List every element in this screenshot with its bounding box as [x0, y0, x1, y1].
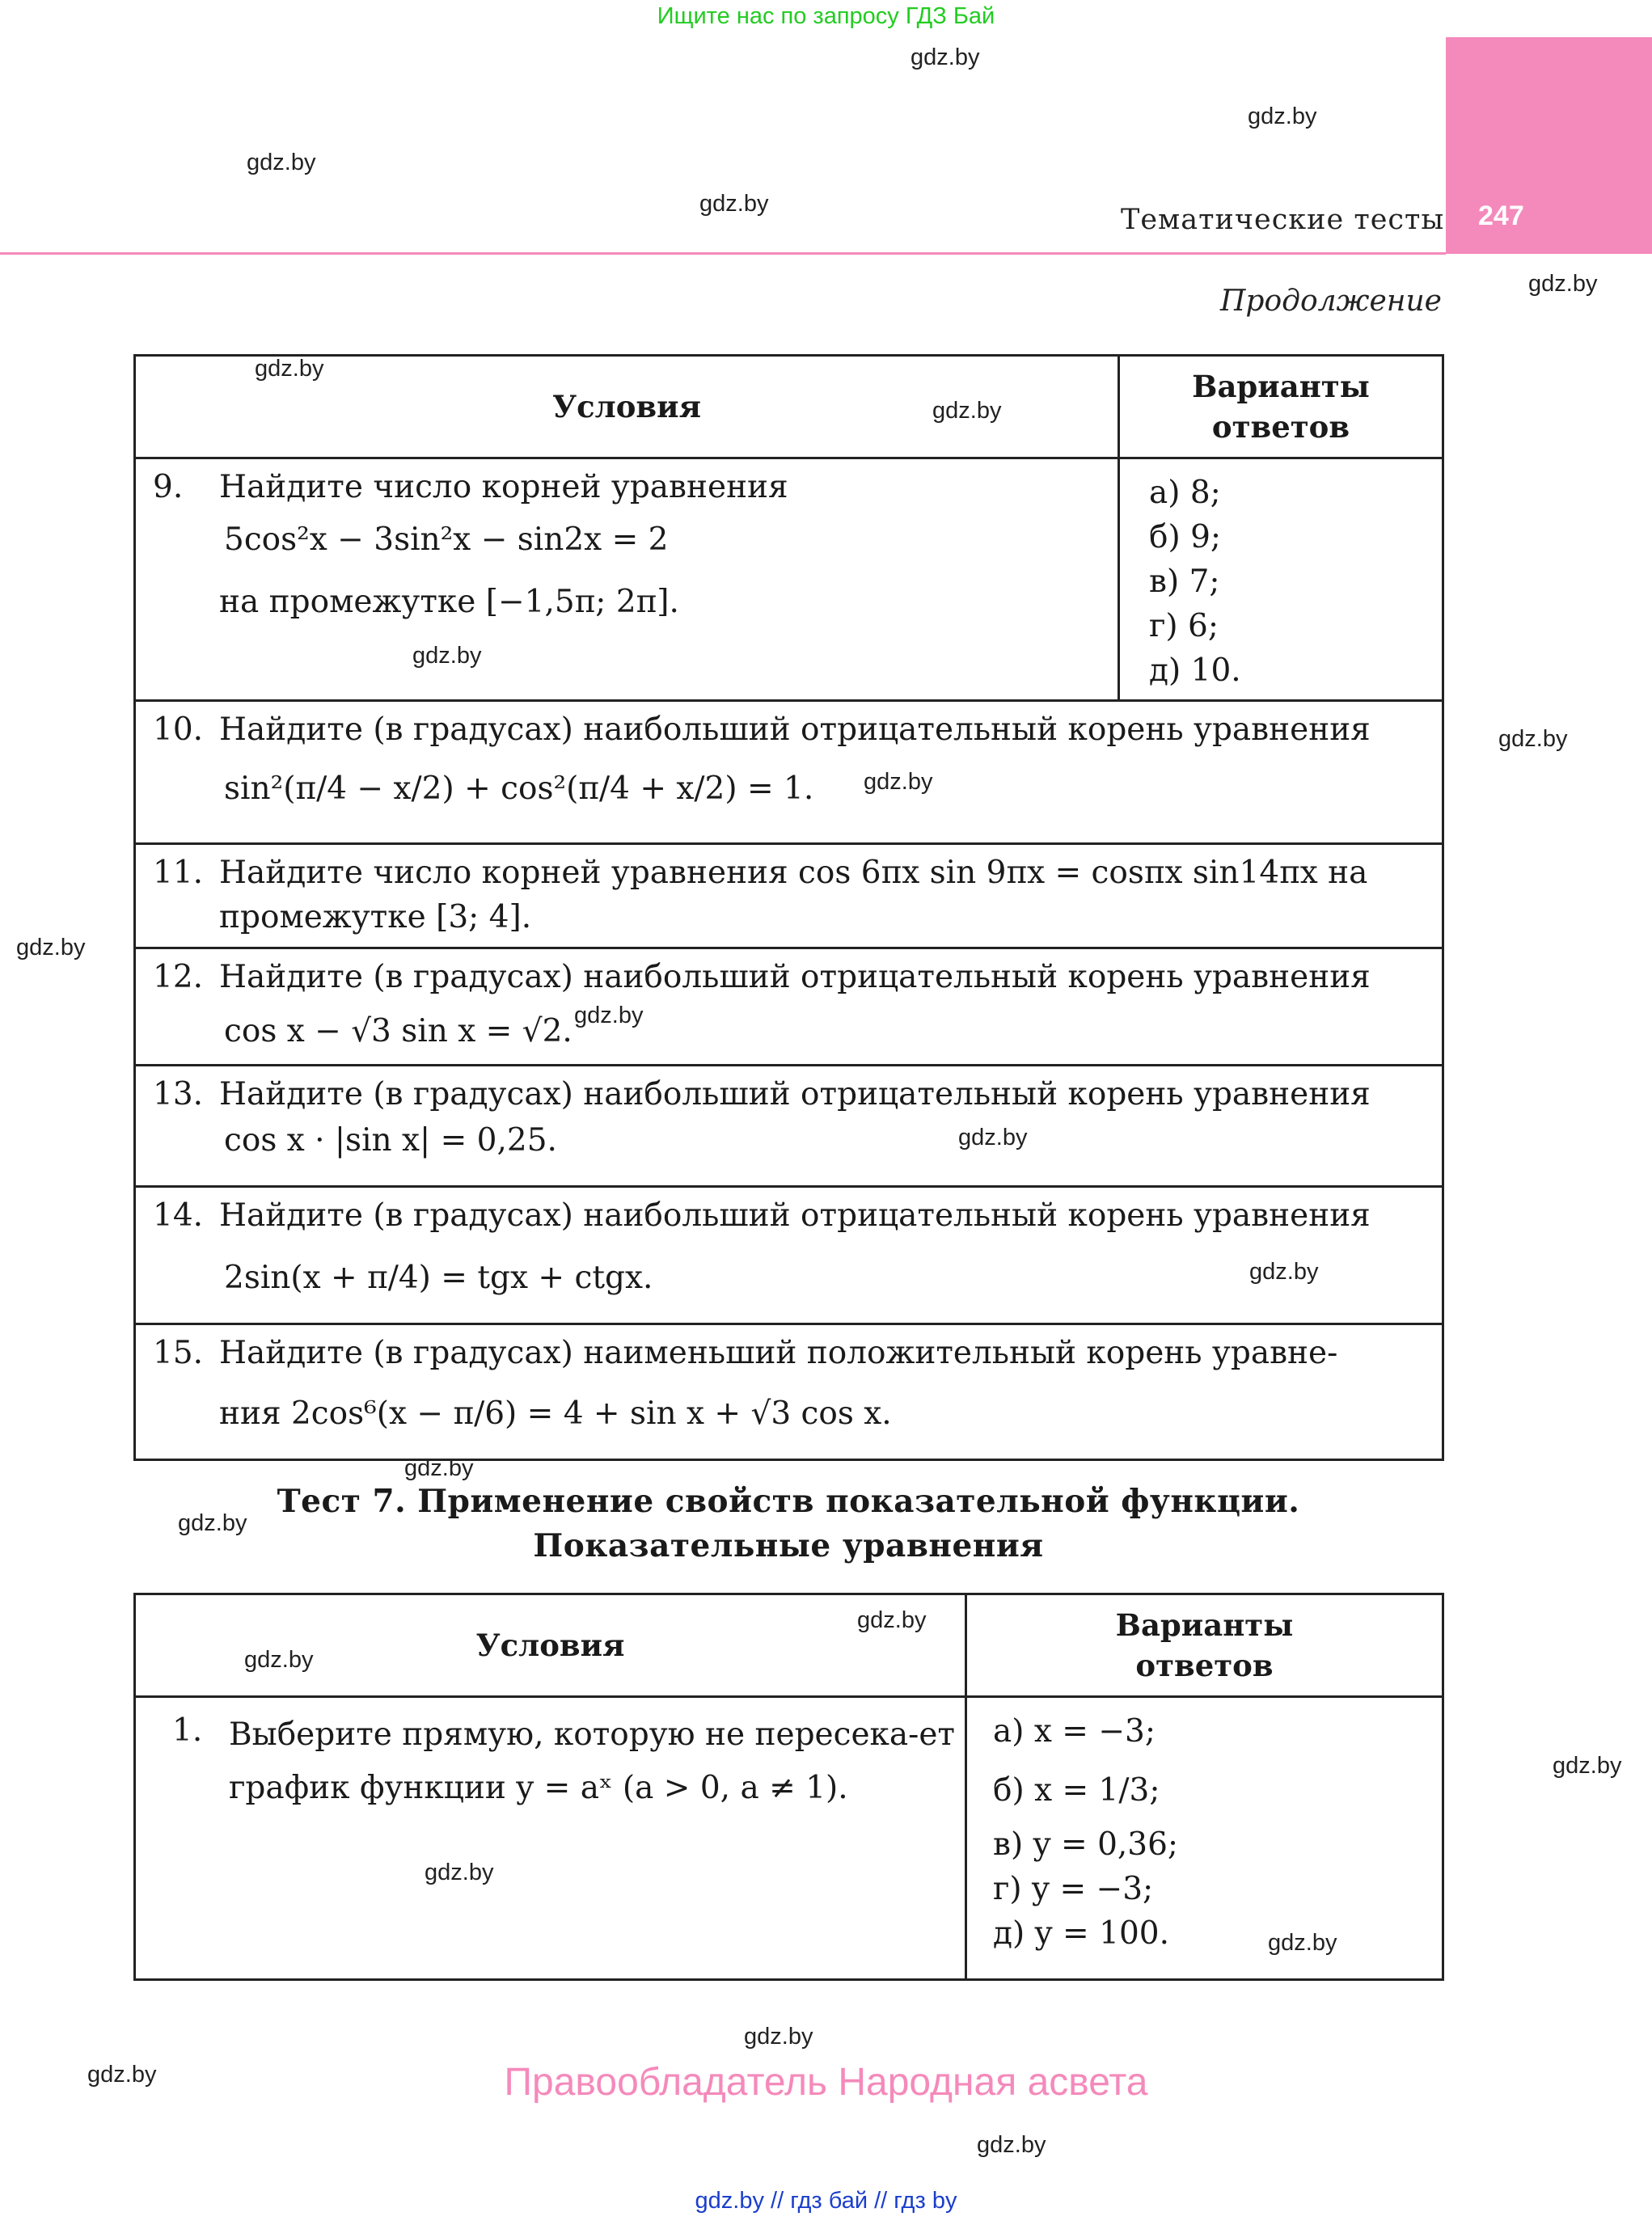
answer-option: в) 7; [1149, 564, 1220, 600]
column-header-conditions: Условия [135, 356, 1119, 458]
question-formula: sin²(π/4 − x/2) + cos²(π/4 + x/2) = 1. [224, 771, 814, 807]
table-row [135, 1187, 1443, 1324]
question-text: Найдите (в градусах) наименьший положительный корень уравне- [219, 1335, 1338, 1371]
tests-table-2 [133, 1593, 1444, 1981]
watermark: gdz.by [1498, 726, 1568, 752]
watermark: gdz.by [16, 935, 86, 961]
question-number: 13. [153, 1076, 204, 1112]
question-formula: 2sin(x + π/4) = tgx + ctgx. [224, 1260, 653, 1296]
watermark: gdz.by [1268, 1930, 1337, 1956]
answer-option: а) x = −3; [993, 1713, 1156, 1750]
question-number: 10. [153, 711, 204, 748]
page-corner-tab [1446, 37, 1652, 254]
watermark: gdz.by [244, 1647, 314, 1673]
question-text: Найдите число корней уравнения [219, 469, 788, 505]
table-row [135, 458, 1443, 701]
question-text: Найдите (в градусах) наибольший отрицательный корень уравнения [219, 1197, 1371, 1234]
column-header-conditions: Условия [135, 1594, 966, 1697]
question-number: 1. [172, 1712, 203, 1749]
answer-option: д) y = 100. [993, 1915, 1169, 1952]
column-header-answers: Варианты ответов [1119, 356, 1443, 458]
continuation-label: Продолжение [1220, 285, 1442, 318]
watermark: gdz.by [425, 1860, 494, 1885]
watermark: gdz.by [412, 643, 482, 669]
header-divider [0, 252, 1446, 255]
page-number: 247 [1478, 201, 1524, 231]
question-text: Найдите число корней уравнения cos 6πx sin 9πx = cosπx sin14πx на промежутке [3; 4]. [219, 855, 1368, 935]
question-text: Найдите (в градусах) наибольший отрицательный корень уравнения [219, 959, 1371, 995]
watermark: gdz.by [1553, 1753, 1622, 1779]
test-title-line: Показательные уравнения [533, 1527, 1044, 1564]
column-header-answers: Варианты ответов [966, 1594, 1443, 1697]
question-number: 9. [153, 469, 184, 505]
watermark: gdz.by [857, 1607, 927, 1633]
watermark: gdz.by [932, 398, 1002, 424]
question-text: Найдите (в градусах) наибольший отрицательный корень уравнения [219, 1076, 1371, 1112]
answer-option: б) 9; [1149, 519, 1222, 555]
answer-option: а) 8; [1149, 475, 1221, 511]
answer-option: д) 10. [1149, 652, 1241, 689]
section-title: Тематические тесты [1121, 204, 1445, 236]
question-number: 12. [153, 959, 204, 995]
question-number: 15. [153, 1335, 204, 1371]
question-formula: 5cos²x − 3sin²x − sin2x = 2 [224, 521, 669, 558]
watermark: gdz.by [87, 2062, 157, 2088]
copyright-notice: Правообладатель Народная асвета [504, 2061, 1148, 2104]
watermark: gdz.by [958, 1125, 1028, 1150]
watermark: gdz.by [255, 356, 324, 382]
answer-option: г) 6; [1149, 608, 1219, 644]
watermark: gdz.by [911, 44, 980, 70]
question-text: Найдите (в градусах) наибольший отрицательный корень уравнения [219, 711, 1371, 748]
answer-option: в) y = 0,36; [993, 1826, 1179, 1863]
watermark: gdz.by [1248, 103, 1317, 129]
watermark: gdz.by [864, 769, 933, 795]
question-number: 11. [153, 855, 204, 891]
watermark: gdz.by [574, 1003, 644, 1028]
watermark: gdz.by [744, 2024, 813, 2050]
question-formula: ния 2cos⁶(x − π/6) = 4 + sin x + √3 cos x. [219, 1395, 892, 1432]
question-interval: на промежутке [−1,5π; 2π]. [219, 584, 679, 620]
watermark: gdz.by [1528, 271, 1598, 297]
question-formula: cos x − √3 sin x = √2. [224, 1013, 572, 1049]
table-row [135, 701, 1443, 844]
watermark: gdz.by [247, 150, 316, 175]
table-row [135, 1697, 1443, 1980]
question-text: Выберите прямую, которую не пересека-ет график функции y = aˣ (a > 0, a ≠ 1). [229, 1716, 956, 1806]
question-formula: cos x · |sin x| = 0,25. [224, 1122, 557, 1159]
watermark: gdz.by [699, 191, 769, 217]
test-title-line: Тест 7. Применение свойств показательной функции. [277, 1483, 1300, 1520]
answer-option: г) y = −3; [993, 1871, 1154, 1907]
table-row [135, 1066, 1443, 1187]
watermark: gdz.by [178, 1510, 247, 1536]
answer-option: б) x = 1/3; [993, 1772, 1160, 1809]
top-search-banner[interactable]: Ищите нас по запросу ГДЗ Бай [657, 3, 995, 29]
table-row [135, 948, 1443, 1066]
table-row [135, 1324, 1443, 1460]
tests-table [133, 354, 1444, 1461]
watermark: gdz.by [1249, 1259, 1319, 1285]
watermark: gdz.by [404, 1455, 474, 1481]
question-number: 14. [153, 1197, 204, 1234]
watermark: gdz.by [977, 2132, 1046, 2158]
bottom-links[interactable]: gdz.by // гдз бай // гдз by [695, 2188, 957, 2214]
table-row [135, 844, 1443, 948]
